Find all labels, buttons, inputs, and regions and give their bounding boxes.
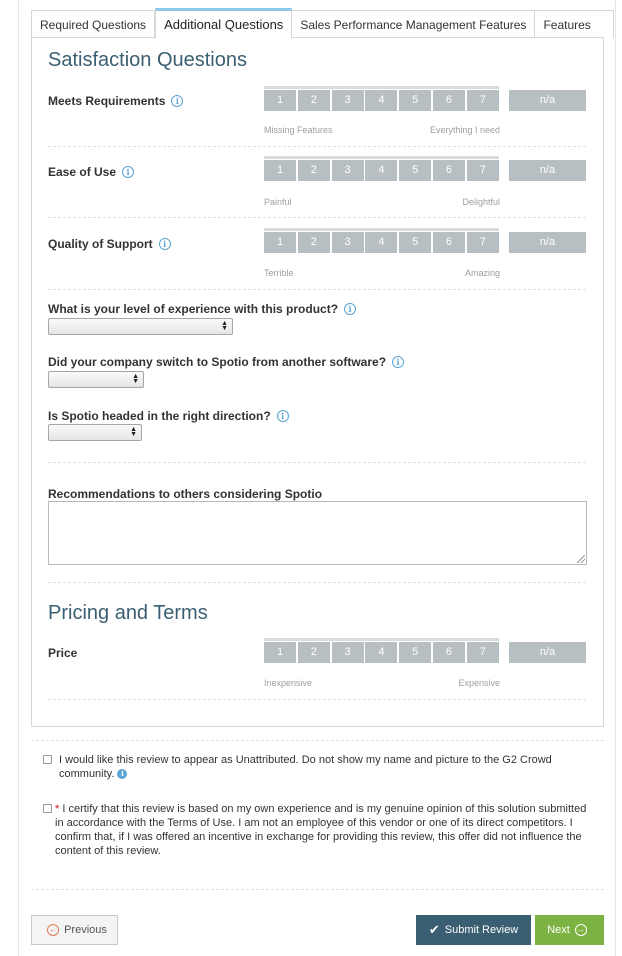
question-switched-software (48, 355, 404, 369)
experience-level-select[interactable] (48, 318, 233, 335)
rating-button-7[interactable]: 7 (467, 642, 499, 663)
check-icon: ✔ (428, 922, 440, 937)
rating-button-2[interactable]: 2 (298, 90, 330, 111)
previous-label: Previous (64, 924, 107, 936)
required-marker: * (55, 803, 60, 815)
rating-button-6[interactable]: 6 (433, 90, 465, 111)
question-label: Is Spotio headed in the right direction? (48, 409, 271, 423)
rating-scale-meets-requirements (264, 90, 501, 111)
scale-high-hint: Amazing (464, 268, 500, 278)
submit-label: Submit Review (444, 924, 519, 936)
arrow-right-circle-icon: → (576, 925, 585, 934)
info-icon[interactable]: i (117, 769, 127, 779)
scale-high-hint: Delightful (462, 197, 500, 207)
divider (31, 740, 604, 741)
question-label: Meets Requirements (48, 94, 166, 108)
unattributed-checkbox[interactable] (43, 755, 52, 764)
rating-button-6[interactable]: 6 (433, 642, 465, 663)
info-icon[interactable]: i (122, 166, 134, 178)
question-label: Did your company switch to Spotio from another software? (48, 355, 387, 369)
scale-divider (264, 86, 499, 89)
question-meets-requirements (48, 94, 183, 108)
divider (31, 889, 604, 890)
next-label: Next (547, 924, 570, 936)
tab-bar (31, 10, 614, 38)
info-icon[interactable]: i (159, 238, 171, 250)
rating-button-2[interactable]: 2 (298, 160, 330, 181)
divider (48, 217, 586, 218)
rating-button-5[interactable]: 5 (399, 90, 431, 111)
switched-software-select[interactable] (48, 371, 144, 388)
rating-scale-quality-of-support (264, 232, 501, 253)
question-label: What is your level of experience with this product? (48, 302, 339, 316)
rating-button-5[interactable]: 5 (399, 160, 431, 181)
rating-button-3[interactable]: 3 (332, 160, 364, 181)
rating-na-button[interactable]: n/a (509, 160, 586, 181)
tab-sales-performance-features[interactable]: Sales Performance Management Features (292, 10, 535, 38)
resize-grip-icon[interactable] (577, 555, 585, 563)
rating-na-button[interactable]: n/a (509, 642, 586, 663)
divider (48, 146, 586, 147)
section-title-satisfaction: Satisfaction Questions (48, 49, 247, 71)
divider (48, 289, 586, 290)
unattributed-label: I would like this review to appear as Unattributed. Do not show my name and picture to the G2 Crowd community. (59, 754, 552, 780)
rating-scale-ease-of-use (264, 160, 501, 181)
rating-button-3[interactable]: 3 (332, 90, 364, 111)
scale-divider (264, 228, 499, 231)
question-label: Price (48, 646, 78, 660)
rating-button-5[interactable]: 5 (399, 232, 431, 253)
select-arrows-icon: ▲ ▼ (221, 320, 228, 332)
rating-button-4[interactable]: 4 (365, 642, 397, 663)
recommendations-textarea[interactable] (48, 501, 587, 565)
rating-button-2[interactable]: 2 (298, 642, 330, 663)
select-arrows-icon: ▲ ▼ (130, 426, 137, 438)
rating-button-5[interactable]: 5 (399, 642, 431, 663)
scale-low-hint: Inexpensive (264, 678, 313, 688)
submit-review-button[interactable] (416, 915, 531, 945)
rating-button-4[interactable]: 4 (365, 232, 397, 253)
divider (48, 699, 586, 700)
next-button[interactable] (535, 915, 604, 945)
rating-button-7[interactable]: 7 (467, 232, 499, 253)
scale-low-hint: Missing Features (264, 125, 333, 135)
rating-button-1[interactable]: 1 (264, 160, 296, 181)
rating-button-1[interactable]: 1 (264, 642, 296, 663)
rating-button-6[interactable]: 6 (433, 160, 465, 181)
divider (48, 462, 586, 463)
question-label: Quality of Support (48, 237, 153, 251)
rating-button-7[interactable]: 7 (467, 90, 499, 111)
certify-label: I certify that this review is based on my own experience and is my genuine opinion of this solution submitted in accordance with the Terms of Use. I am not an employee of this vendor or one of its direct competitors. I confirm that, if I was offered an incentive in exchange for providing this review, this offer did not influence the content of this review. (55, 803, 587, 857)
rating-na-button[interactable]: n/a (509, 232, 586, 253)
right-direction-select[interactable] (48, 424, 142, 441)
rating-button-1[interactable]: 1 (264, 90, 296, 111)
info-icon[interactable]: i (277, 410, 289, 422)
rating-button-3[interactable]: 3 (332, 642, 364, 663)
tab-required-questions[interactable]: Required Questions (31, 10, 155, 38)
section-title-pricing: Pricing and Terms (48, 602, 208, 624)
tab-features[interactable]: Features (535, 10, 613, 38)
rating-button-3[interactable]: 3 (332, 232, 364, 253)
tab-additional-questions[interactable]: Additional Questions (155, 8, 292, 38)
question-label: Recommendations to others considering Spotio (48, 487, 323, 501)
scale-high-hint: Expensive (458, 678, 500, 688)
certify-text (55, 802, 590, 858)
recommendations-label (48, 487, 322, 501)
question-ease-of-use (48, 165, 134, 179)
question-experience-level (48, 302, 356, 316)
question-quality-of-support (48, 237, 171, 251)
unattributed-text (59, 753, 589, 781)
info-icon[interactable]: i (344, 303, 356, 315)
certify-checkbox[interactable] (43, 804, 52, 813)
question-right-direction (48, 409, 289, 423)
arrow-left-circle-icon: ← (49, 925, 58, 934)
info-icon[interactable]: i (392, 356, 404, 368)
divider (48, 582, 586, 583)
rating-button-7[interactable]: 7 (467, 160, 499, 181)
scale-high-hint: Everything I need (429, 125, 500, 135)
scale-low-hint: Painful (264, 197, 292, 207)
rating-button-4[interactable]: 4 (365, 90, 397, 111)
select-arrows-icon: ▲ ▼ (132, 373, 139, 385)
scale-low-hint: Terrible (264, 268, 294, 278)
question-label: Ease of Use (48, 165, 117, 179)
scale-divider (264, 638, 499, 641)
scale-divider (264, 156, 499, 159)
rating-button-1[interactable]: 1 (264, 232, 296, 253)
info-icon[interactable]: i (171, 95, 183, 107)
rating-button-4[interactable]: 4 (365, 160, 397, 181)
rating-button-6[interactable]: 6 (433, 232, 465, 253)
rating-button-2[interactable]: 2 (298, 232, 330, 253)
rating-na-button[interactable]: n/a (509, 90, 586, 111)
question-price (48, 646, 77, 660)
previous-button[interactable] (31, 915, 118, 945)
rating-scale-price (264, 642, 501, 663)
